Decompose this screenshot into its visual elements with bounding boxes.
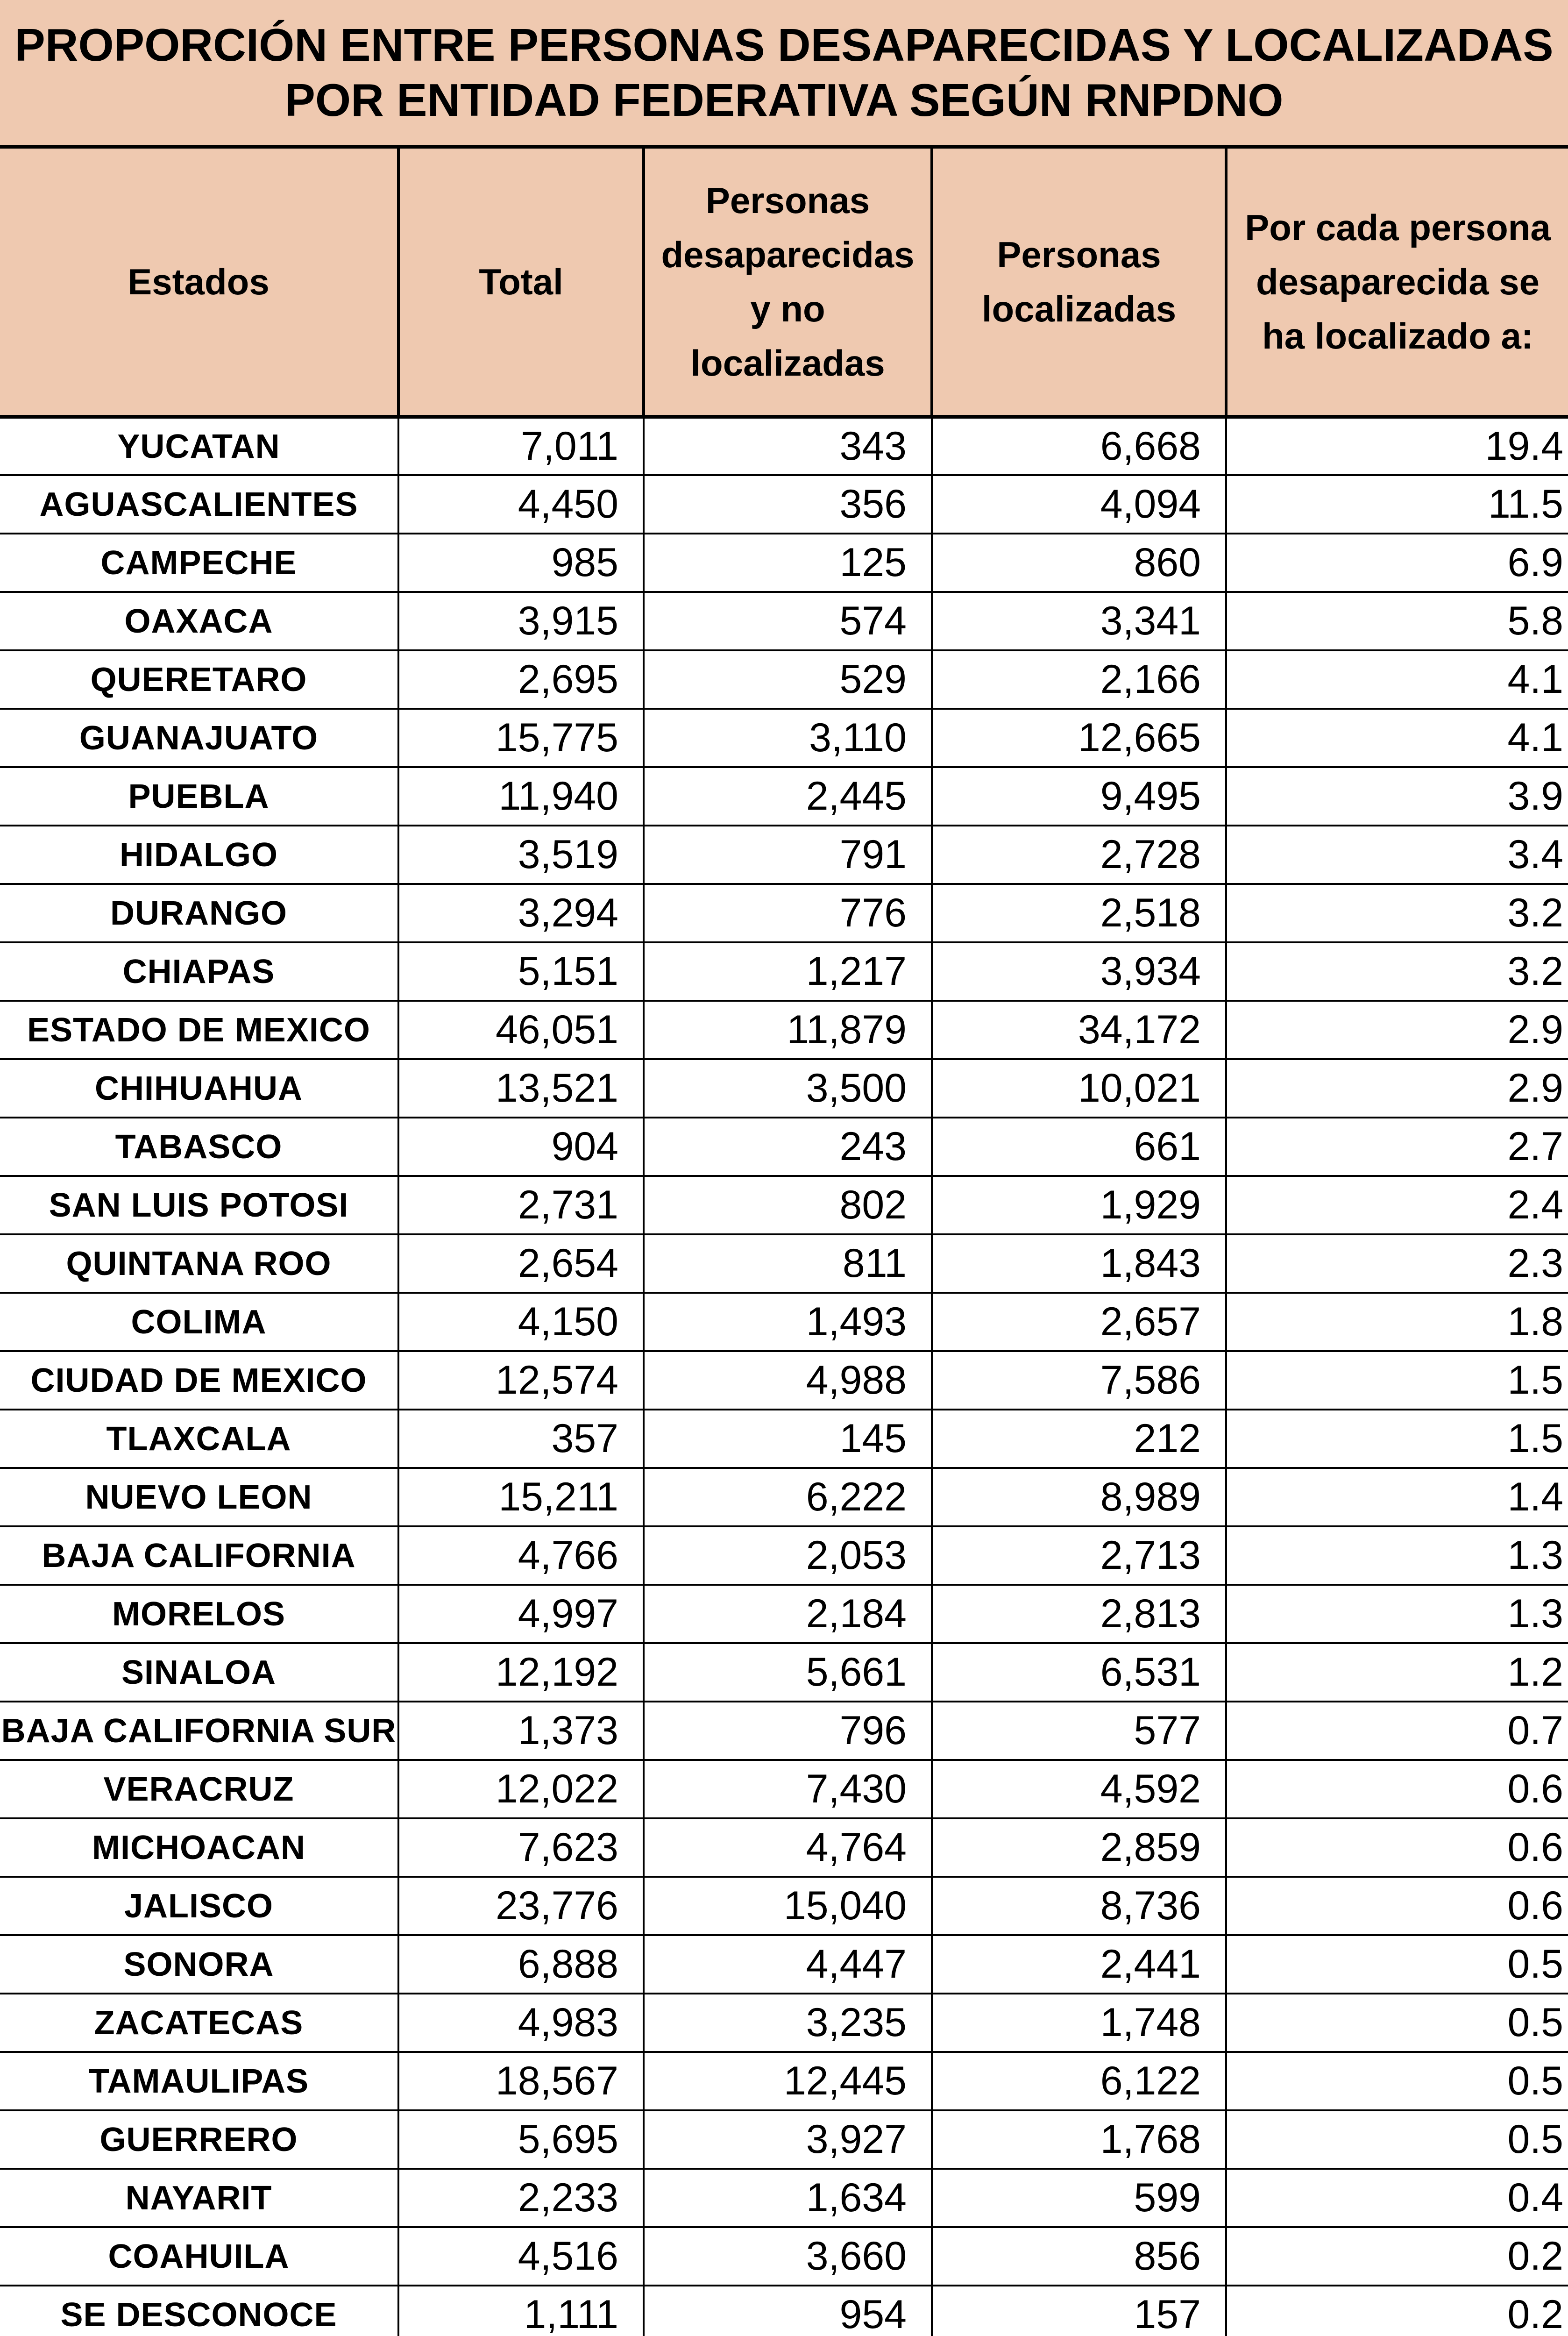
cell-total: 2,695 [398, 650, 644, 709]
cell-total: 3,294 [398, 884, 644, 942]
cell-state: CHIAPAS [0, 942, 398, 1001]
cell-localizadas: 2,518 [932, 884, 1226, 942]
cell-proporcion: 1.4 [1226, 1468, 1568, 1526]
table-row [0, 2110, 1568, 2169]
table-row [0, 1760, 1568, 1818]
cell-localizadas: 2,859 [932, 1818, 1226, 1877]
cell-state: HIDALGO [0, 826, 398, 884]
cell-desaparecidas: 791 [644, 826, 932, 884]
cell-total: 4,516 [398, 2227, 644, 2286]
table-row [0, 1935, 1568, 1994]
table-row [0, 1410, 1568, 1468]
table-row [0, 1643, 1568, 1702]
cell-localizadas: 1,843 [932, 1234, 1226, 1293]
cell-desaparecidas: 15,040 [644, 1877, 932, 1935]
cell-proporcion: 1.3 [1226, 1526, 1568, 1585]
cell-total: 6,888 [398, 1935, 644, 1994]
cell-localizadas: 2,728 [932, 826, 1226, 884]
cell-total: 1,111 [398, 2286, 644, 2336]
cell-localizadas: 1,748 [932, 1994, 1226, 2052]
cell-total: 985 [398, 534, 644, 592]
cell-proporcion: 2.3 [1226, 1234, 1568, 1293]
cell-localizadas: 6,531 [932, 1643, 1226, 1702]
cell-desaparecidas: 6,222 [644, 1468, 932, 1526]
cell-localizadas: 34,172 [932, 1001, 1226, 1059]
cell-state: BAJA CALIFORNIA SUR [0, 1702, 398, 1760]
cell-desaparecidas: 11,879 [644, 1001, 932, 1059]
cell-localizadas: 3,934 [932, 942, 1226, 1001]
cell-state: COLIMA [0, 1293, 398, 1351]
cell-proporcion: 0.2 [1226, 2286, 1568, 2336]
header-desaparecidas: Personas desaparecidas y no localizadas [644, 149, 932, 417]
cell-desaparecidas: 1,634 [644, 2169, 932, 2227]
cell-total: 5,151 [398, 942, 644, 1001]
cell-total: 3,915 [398, 592, 644, 650]
cell-state: NAYARIT [0, 2169, 398, 2227]
cell-desaparecidas: 3,660 [644, 2227, 932, 2286]
cell-state: COAHUILA [0, 2227, 398, 2286]
cell-proporcion: 0.2 [1226, 2227, 1568, 2286]
table-row [0, 417, 1568, 475]
cell-localizadas: 6,668 [932, 417, 1226, 475]
cell-state: ZACATECAS [0, 1994, 398, 2052]
table-row [0, 1293, 1568, 1351]
table-row [0, 1351, 1568, 1410]
cell-desaparecidas: 4,447 [644, 1935, 932, 1994]
cell-localizadas: 856 [932, 2227, 1226, 2286]
cell-proporcion: 1.2 [1226, 1643, 1568, 1702]
cell-proporcion: 3.4 [1226, 826, 1568, 884]
cell-proporcion: 3.2 [1226, 942, 1568, 1001]
cell-desaparecidas: 776 [644, 884, 932, 942]
table-row [0, 1877, 1568, 1935]
table-row [0, 826, 1568, 884]
cell-proporcion: 11.5 [1226, 475, 1568, 534]
header-proporcion: Por cada persona desaparecida se ha localizado a: [1226, 149, 1568, 417]
cell-state: MICHOACAN [0, 1818, 398, 1877]
cell-state: GUERRERO [0, 2110, 398, 2169]
table-row [0, 475, 1568, 534]
cell-desaparecidas: 343 [644, 417, 932, 475]
cell-desaparecidas: 1,217 [644, 942, 932, 1001]
cell-desaparecidas: 811 [644, 1234, 932, 1293]
table-row [0, 1001, 1568, 1059]
cell-desaparecidas: 2,053 [644, 1526, 932, 1585]
table-row [0, 1234, 1568, 1293]
cell-total: 46,051 [398, 1001, 644, 1059]
cell-proporcion: 19.4 [1226, 417, 1568, 475]
cell-localizadas: 157 [932, 2286, 1226, 2336]
cell-localizadas: 8,989 [932, 1468, 1226, 1526]
table-body [0, 417, 1568, 2336]
cell-state: CAMPECHE [0, 534, 398, 592]
cell-proporcion: 2.7 [1226, 1118, 1568, 1176]
table-row [0, 1702, 1568, 1760]
table-row [0, 1818, 1568, 1877]
cell-localizadas: 577 [932, 1702, 1226, 1760]
cell-state: AGUASCALIENTES [0, 475, 398, 534]
cell-desaparecidas: 2,184 [644, 1585, 932, 1643]
cell-proporcion: 1.3 [1226, 1585, 1568, 1643]
cell-desaparecidas: 2,445 [644, 767, 932, 826]
cell-desaparecidas: 796 [644, 1702, 932, 1760]
table-row [0, 534, 1568, 592]
cell-total: 18,567 [398, 2052, 644, 2110]
cell-proporcion: 2.4 [1226, 1176, 1568, 1234]
cell-proporcion: 2.9 [1226, 1059, 1568, 1118]
cell-proporcion: 0.6 [1226, 1818, 1568, 1877]
cell-desaparecidas: 145 [644, 1410, 932, 1468]
cell-state: VERACRUZ [0, 1760, 398, 1818]
cell-total: 3,519 [398, 826, 644, 884]
table-row [0, 2052, 1568, 2110]
cell-desaparecidas: 7,430 [644, 1760, 932, 1818]
cell-state: TLAXCALA [0, 1410, 398, 1468]
cell-state: GUANAJUATO [0, 709, 398, 767]
cell-localizadas: 2,657 [932, 1293, 1226, 1351]
cell-total: 7,011 [398, 417, 644, 475]
cell-total: 4,150 [398, 1293, 644, 1351]
cell-total: 4,450 [398, 475, 644, 534]
table-row [0, 1176, 1568, 1234]
table-row [0, 1468, 1568, 1526]
cell-desaparecidas: 5,661 [644, 1643, 932, 1702]
cell-total: 2,233 [398, 2169, 644, 2227]
cell-state: PUEBLA [0, 767, 398, 826]
data-table [0, 149, 1568, 2336]
cell-state: NUEVO LEON [0, 1468, 398, 1526]
cell-state: TAMAULIPAS [0, 2052, 398, 2110]
cell-total: 5,695 [398, 2110, 644, 2169]
table-row [0, 1994, 1568, 2052]
cell-state: MORELOS [0, 1585, 398, 1643]
table-row [0, 2169, 1568, 2227]
cell-proporcion: 0.5 [1226, 1994, 1568, 2052]
cell-total: 904 [398, 1118, 644, 1176]
cell-proporcion: 1.5 [1226, 1410, 1568, 1468]
header-localizadas: Personas localizadas [932, 149, 1226, 417]
cell-desaparecidas: 12,445 [644, 2052, 932, 2110]
cell-proporcion: 6.9 [1226, 534, 1568, 592]
cell-desaparecidas: 4,988 [644, 1351, 932, 1410]
cell-proporcion: 5.8 [1226, 592, 1568, 650]
cell-localizadas: 212 [932, 1410, 1226, 1468]
cell-localizadas: 3,341 [932, 592, 1226, 650]
cell-proporcion: 0.6 [1226, 1760, 1568, 1818]
cell-state: ESTADO DE MEXICO [0, 1001, 398, 1059]
title-line-1: PROPORCIÓN ENTRE PERSONAS DESAPARECIDAS Y LOCALIZADAS [14, 19, 1554, 71]
table-row [0, 2227, 1568, 2286]
cell-proporcion: 1.8 [1226, 1293, 1568, 1351]
cell-desaparecidas: 1,493 [644, 1293, 932, 1351]
table-row [0, 2286, 1568, 2336]
cell-localizadas: 2,441 [932, 1935, 1226, 1994]
cell-state: YUCATAN [0, 417, 398, 475]
cell-proporcion: 4.1 [1226, 650, 1568, 709]
cell-proporcion: 0.4 [1226, 2169, 1568, 2227]
cell-localizadas: 4,094 [932, 475, 1226, 534]
cell-total: 2,731 [398, 1176, 644, 1234]
cell-proporcion: 0.7 [1226, 1702, 1568, 1760]
table-row [0, 1585, 1568, 1643]
cell-proporcion: 0.5 [1226, 2110, 1568, 2169]
cell-total: 12,022 [398, 1760, 644, 1818]
cell-desaparecidas: 3,500 [644, 1059, 932, 1118]
table-row [0, 650, 1568, 709]
table-row [0, 942, 1568, 1001]
cell-state: TABASCO [0, 1118, 398, 1176]
cell-state: CHIHUAHUA [0, 1059, 398, 1118]
cell-desaparecidas: 802 [644, 1176, 932, 1234]
table-row [0, 767, 1568, 826]
header-estados: Estados [0, 149, 398, 417]
cell-localizadas: 2,813 [932, 1585, 1226, 1643]
cell-total: 11,940 [398, 767, 644, 826]
cell-desaparecidas: 243 [644, 1118, 932, 1176]
cell-state: SE DESCONOCE [0, 2286, 398, 2336]
header-row [0, 149, 1568, 417]
cell-proporcion: 3.9 [1226, 767, 1568, 826]
cell-total: 2,654 [398, 1234, 644, 1293]
table-row [0, 592, 1568, 650]
table-row [0, 1118, 1568, 1176]
cell-total: 4,997 [398, 1585, 644, 1643]
cell-total: 1,373 [398, 1702, 644, 1760]
cell-state: BAJA CALIFORNIA [0, 1526, 398, 1585]
cell-localizadas: 599 [932, 2169, 1226, 2227]
cell-proporcion: 4.1 [1226, 709, 1568, 767]
cell-desaparecidas: 3,927 [644, 2110, 932, 2169]
cell-state: DURANGO [0, 884, 398, 942]
cell-total: 4,983 [398, 1994, 644, 2052]
cell-desaparecidas: 125 [644, 534, 932, 592]
cell-state: QUINTANA ROO [0, 1234, 398, 1293]
cell-state: SONORA [0, 1935, 398, 1994]
cell-total: 4,766 [398, 1526, 644, 1585]
cell-localizadas: 6,122 [932, 2052, 1226, 2110]
cell-localizadas: 7,586 [932, 1351, 1226, 1410]
cell-localizadas: 2,166 [932, 650, 1226, 709]
cell-state: SINALOA [0, 1643, 398, 1702]
cell-total: 12,574 [398, 1351, 644, 1410]
cell-state: CIUDAD DE MEXICO [0, 1351, 398, 1410]
cell-proporcion: 1.5 [1226, 1351, 1568, 1410]
cell-localizadas: 8,736 [932, 1877, 1226, 1935]
cell-proporcion: 3.2 [1226, 884, 1568, 942]
cell-desaparecidas: 529 [644, 650, 932, 709]
cell-localizadas: 12,665 [932, 709, 1226, 767]
cell-state: QUERETARO [0, 650, 398, 709]
cell-state: SAN LUIS POTOSI [0, 1176, 398, 1234]
cell-proporcion: 0.6 [1226, 1877, 1568, 1935]
cell-desaparecidas: 954 [644, 2286, 932, 2336]
cell-total: 357 [398, 1410, 644, 1468]
cell-total: 12,192 [398, 1643, 644, 1702]
cell-proporcion: 0.5 [1226, 2052, 1568, 2110]
cell-desaparecidas: 3,235 [644, 1994, 932, 2052]
cell-localizadas: 860 [932, 534, 1226, 592]
cell-proporcion: 2.9 [1226, 1001, 1568, 1059]
title-banner [0, 0, 1568, 149]
cell-desaparecidas: 356 [644, 475, 932, 534]
title-line-2: POR ENTIDAD FEDERATIVA SEGÚN RNPDNO [284, 74, 1284, 126]
cell-proporcion: 0.5 [1226, 1935, 1568, 1994]
cell-desaparecidas: 3,110 [644, 709, 932, 767]
cell-localizadas: 10,021 [932, 1059, 1226, 1118]
table-row [0, 709, 1568, 767]
cell-localizadas: 1,929 [932, 1176, 1226, 1234]
table-row [0, 1526, 1568, 1585]
cell-total: 15,775 [398, 709, 644, 767]
header-total: Total [398, 149, 644, 417]
cell-localizadas: 661 [932, 1118, 1226, 1176]
table-row [0, 1059, 1568, 1118]
cell-localizadas: 1,768 [932, 2110, 1226, 2169]
cell-total: 7,623 [398, 1818, 644, 1877]
cell-localizadas: 9,495 [932, 767, 1226, 826]
cell-desaparecidas: 574 [644, 592, 932, 650]
cell-desaparecidas: 4,764 [644, 1818, 932, 1877]
cell-total: 15,211 [398, 1468, 644, 1526]
cell-localizadas: 2,713 [932, 1526, 1226, 1585]
table-row [0, 884, 1568, 942]
cell-total: 23,776 [398, 1877, 644, 1935]
cell-state: OAXACA [0, 592, 398, 650]
cell-localizadas: 4,592 [932, 1760, 1226, 1818]
cell-total: 13,521 [398, 1059, 644, 1118]
cell-state: JALISCO [0, 1877, 398, 1935]
